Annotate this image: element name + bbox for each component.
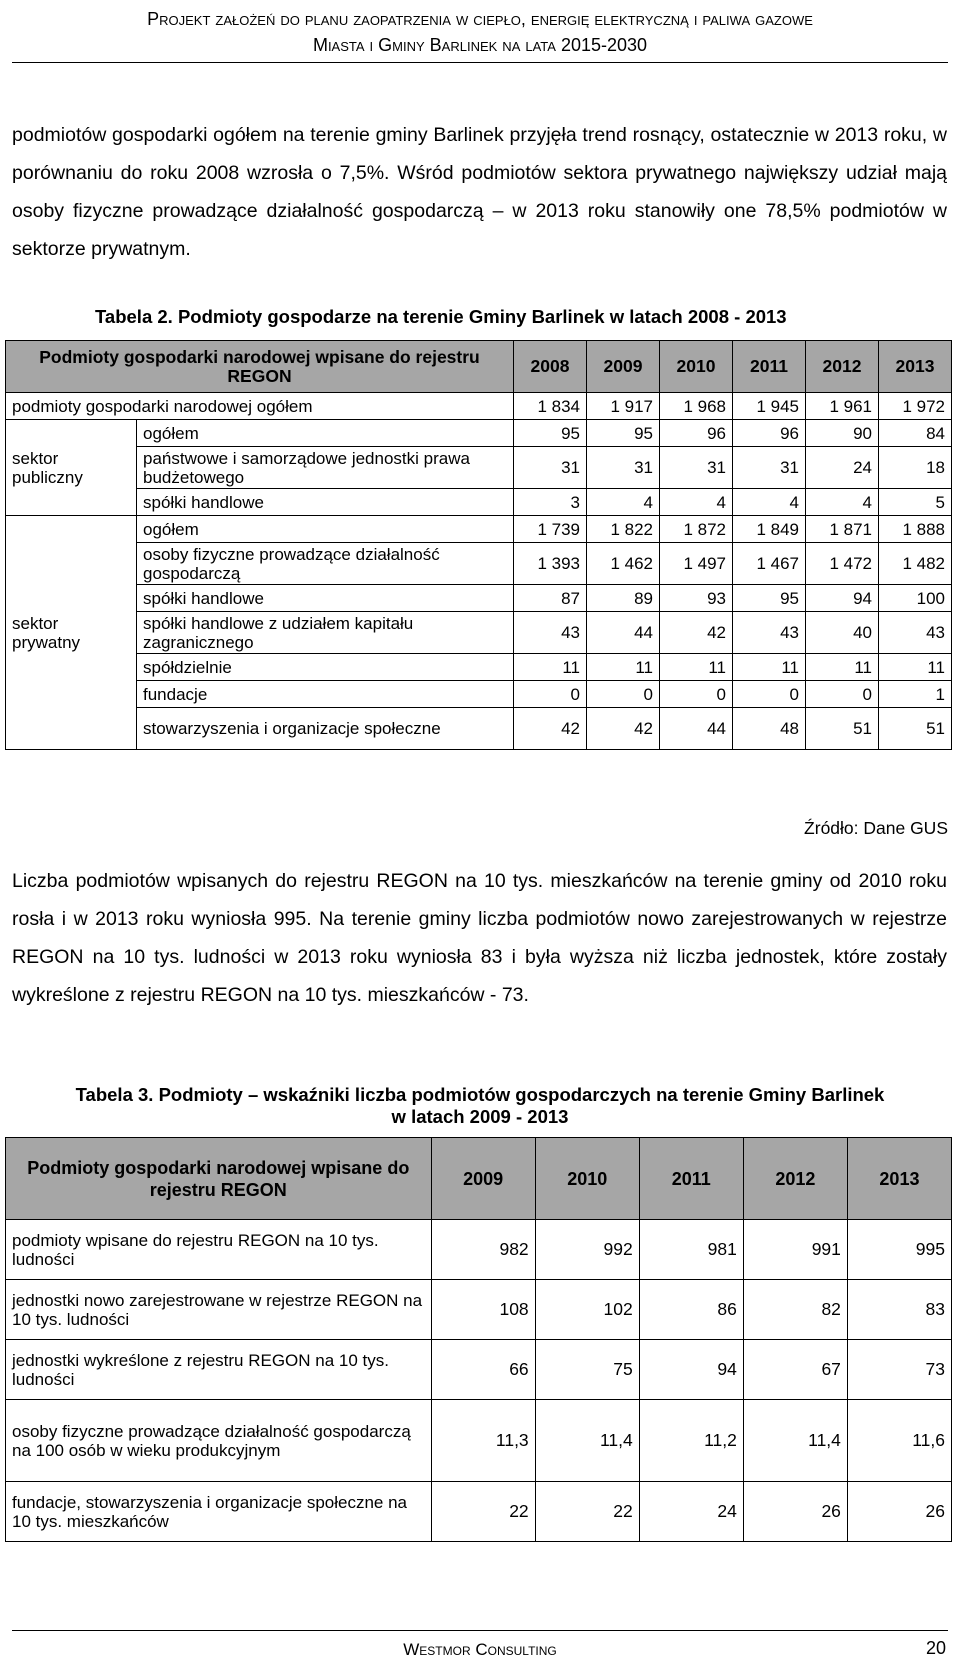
table-cell-value: 982 xyxy=(431,1220,535,1280)
page-number: 20 xyxy=(925,1638,946,1658)
table-cell-label: stowarzyszenia i organizacje społeczne xyxy=(137,708,514,750)
table-cell-value: 1 xyxy=(879,681,952,708)
table-cell-value: 102 xyxy=(535,1280,639,1340)
table-cell-value: 4 xyxy=(733,489,806,516)
table-cell-label: spółki handlowe xyxy=(137,585,514,612)
table-cell-value: 22 xyxy=(535,1482,639,1542)
table-cell-value: 96 xyxy=(733,420,806,447)
table3-year: 2011 xyxy=(639,1138,743,1220)
table-cell-value: 82 xyxy=(743,1280,847,1340)
table-cell-value: 42 xyxy=(514,708,587,750)
table-cell-value: 67 xyxy=(743,1340,847,1400)
table-cell-label: spółdzielnie xyxy=(137,654,514,681)
table-cell-label: państwowe i samorządowe jednostki prawa budżetowego xyxy=(137,447,514,489)
sector-public-label: sektor publiczny xyxy=(6,420,137,516)
table-cell-value: 22 xyxy=(431,1482,535,1542)
table-cell-value: 94 xyxy=(806,585,879,612)
table-row xyxy=(6,1400,952,1482)
table-cell-value: 995 xyxy=(847,1220,951,1280)
table-cell-label: podmioty gospodarki narodowej ogółem xyxy=(6,393,514,420)
table2-row-total xyxy=(6,393,952,420)
table2-year: 2009 xyxy=(587,341,660,393)
table-row xyxy=(6,612,952,654)
table-cell-label: ogółem xyxy=(137,516,514,543)
table3-year: 2009 xyxy=(431,1138,535,1220)
table-cell-value: 11 xyxy=(806,654,879,681)
table-cell-value: 1 888 xyxy=(879,516,952,543)
table-cell-label: jednostki wykreślone z rejestru REGON na 10 tys. ludności xyxy=(6,1340,432,1400)
table-cell-label: jednostki nowo zarejestrowane w rejestrze REGON na 10 tys. ludności xyxy=(6,1280,432,1340)
table-cell-label: ogółem xyxy=(137,420,514,447)
table3-caption-line-2: w latach 2009 - 2013 xyxy=(391,1106,569,1127)
table-cell-value: 26 xyxy=(847,1482,951,1542)
table-cell-value: 93 xyxy=(660,585,733,612)
table-cell-value: 51 xyxy=(806,708,879,750)
table-row xyxy=(6,681,952,708)
table-cell-value: 1 467 xyxy=(733,543,806,585)
table-cell-value: 11 xyxy=(514,654,587,681)
table-cell-value: 5 xyxy=(879,489,952,516)
table-cell-value: 1 834 xyxy=(514,393,587,420)
table-cell-value: 11,2 xyxy=(639,1400,743,1482)
table-cell-value: 44 xyxy=(660,708,733,750)
table-cell-label: osoby fizyczne prowadzące działalność gospodarczą xyxy=(137,543,514,585)
table2-source: Źródło: Dane GUS xyxy=(804,818,948,838)
table-cell-value: 94 xyxy=(639,1340,743,1400)
table-cell-value: 89 xyxy=(587,585,660,612)
table-cell-value: 42 xyxy=(587,708,660,750)
table-cell-label: fundacje, stowarzyszenia i organizacje społeczne na 10 tys. mieszkańców xyxy=(6,1482,432,1542)
table-cell-value: 24 xyxy=(806,447,879,489)
header-divider xyxy=(12,62,948,63)
table-cell-value: 11 xyxy=(587,654,660,681)
table-cell-value: 1 849 xyxy=(733,516,806,543)
table-cell-value: 24 xyxy=(639,1482,743,1542)
table-cell-value: 95 xyxy=(587,420,660,447)
header-line-2: Miasta i Gminy Barlinek na lata 2015-2030 xyxy=(312,35,648,55)
table-cell-value: 4 xyxy=(587,489,660,516)
table-cell-label: fundacje xyxy=(137,681,514,708)
table-cell-value: 95 xyxy=(733,585,806,612)
table-cell-value: 1 968 xyxy=(660,393,733,420)
table3-header-label: Podmioty gospodarki narodowej wpisane do rejestru REGON xyxy=(6,1138,432,1220)
table-cell-value: 4 xyxy=(660,489,733,516)
table-cell-value: 1 871 xyxy=(806,516,879,543)
table-cell-label: spółki handlowe z udziałem kapitału zagranicznego xyxy=(137,612,514,654)
table-cell-value: 31 xyxy=(514,447,587,489)
table-cell-value: 42 xyxy=(660,612,733,654)
table-cell-value: 31 xyxy=(587,447,660,489)
table-cell-label: podmioty wpisane do rejestru REGON na 10 tys. ludności xyxy=(6,1220,432,1280)
table-cell-value: 44 xyxy=(587,612,660,654)
table-cell-value: 31 xyxy=(733,447,806,489)
table-cell-value: 100 xyxy=(879,585,952,612)
table-row xyxy=(6,654,952,681)
table-cell-value: 3 xyxy=(514,489,587,516)
table-cell-value: 0 xyxy=(806,681,879,708)
footer-company: Westmor Consulting xyxy=(403,1640,557,1659)
table-row xyxy=(6,489,952,516)
regon-paragraph: Liczba podmiotów wpisanych do rejestru REGON na 10 tys. mieszkańców na terenie gminy od 2010 roku rosła i w 2013 roku wyniosła 995. Na terenie gminy liczba podmiotów nowo zarejestrowanych w rejestrze REGON na 10 tys. ludności w 2013 roku wyniosła 83 i była wyższa niż liczba jednostek, które zostały wykreślone z rejestru REGON na 10 tys. mieszkańców - 73. xyxy=(12,870,947,1006)
table-row xyxy=(6,1340,952,1400)
table3-caption xyxy=(30,1084,930,1128)
table-cell-value: 43 xyxy=(879,612,952,654)
table-cell-value: 43 xyxy=(733,612,806,654)
table3-year: 2013 xyxy=(847,1138,951,1220)
table-cell-value: 48 xyxy=(733,708,806,750)
table-row xyxy=(6,543,952,585)
table-cell-value: 51 xyxy=(879,708,952,750)
table-cell-value: 73 xyxy=(847,1340,951,1400)
table-cell-value: 40 xyxy=(806,612,879,654)
table-cell-value: 11,6 xyxy=(847,1400,951,1482)
table-cell-value: 90 xyxy=(806,420,879,447)
table-row xyxy=(6,708,952,750)
table-row xyxy=(6,516,952,543)
intro-paragraph: podmiotów gospodarki ogółem na terenie gminy Barlinek przyjęła trend rosnący, ostatecznie w 2013 roku, w porównaniu do roku 2008 wzrosła o 7,5%. Wśród podmiotów sektora prywatnego największy udział mają osoby fizyczne prowadzące działalność gospodarczą – w 2013 roku stanowiły one 78,5% podmiotów w sektorze prywatnym. xyxy=(12,124,947,260)
table-cell-value: 87 xyxy=(514,585,587,612)
table-cell-value: 11 xyxy=(660,654,733,681)
table-cell-value: 11 xyxy=(733,654,806,681)
table-cell-value: 0 xyxy=(514,681,587,708)
table-cell-value: 1 497 xyxy=(660,543,733,585)
table-cell-label: spółki handlowe xyxy=(137,489,514,516)
table-cell-value: 11 xyxy=(879,654,952,681)
table-row xyxy=(6,1220,952,1280)
table-cell-value: 0 xyxy=(660,681,733,708)
table-cell-value: 0 xyxy=(587,681,660,708)
table2-year: 2013 xyxy=(879,341,952,393)
table-cell-value: 11,4 xyxy=(743,1400,847,1482)
table-cell-value: 43 xyxy=(514,612,587,654)
table-cell-value: 66 xyxy=(431,1340,535,1400)
table3-caption-line-1: Tabela 3. Podmioty – wskaźniki liczba podmiotów gospodarczych na terenie Gminy Barlinek xyxy=(75,1084,885,1105)
table-cell-value: 1 472 xyxy=(806,543,879,585)
table-cell-value: 11,4 xyxy=(535,1400,639,1482)
footer-divider xyxy=(12,1630,948,1631)
table2-year: 2011 xyxy=(733,341,806,393)
table2 xyxy=(5,340,952,750)
table-cell-value: 31 xyxy=(660,447,733,489)
table-cell-value: 86 xyxy=(639,1280,743,1340)
table-cell-value: 991 xyxy=(743,1220,847,1280)
table3-year: 2010 xyxy=(535,1138,639,1220)
table-row xyxy=(6,447,952,489)
table-cell-value: 26 xyxy=(743,1482,847,1542)
table-cell-value: 1 739 xyxy=(514,516,587,543)
table-cell-value: 1 462 xyxy=(587,543,660,585)
table-cell-value: 95 xyxy=(514,420,587,447)
table-cell-value: 75 xyxy=(535,1340,639,1400)
table2-header-label: Podmioty gospodarki narodowej wpisane do rejestru REGON xyxy=(6,341,514,393)
table-cell-value: 108 xyxy=(431,1280,535,1340)
table-cell-value: 4 xyxy=(806,489,879,516)
table-cell-value: 1 945 xyxy=(733,393,806,420)
table-row xyxy=(6,1482,952,1542)
table3 xyxy=(5,1137,952,1542)
table-row xyxy=(6,1280,952,1340)
table-cell-value: 1 917 xyxy=(587,393,660,420)
table2-header-row xyxy=(6,341,952,393)
table2-year: 2012 xyxy=(806,341,879,393)
table3-year: 2012 xyxy=(743,1138,847,1220)
table-cell-value: 1 822 xyxy=(587,516,660,543)
table-cell-value: 11,3 xyxy=(431,1400,535,1482)
table-cell-value: 1 482 xyxy=(879,543,952,585)
table-cell-value: 84 xyxy=(879,420,952,447)
table-cell-label: osoby fizyczne prowadzące działalność gospodarczą na 100 osób w wieku produkcyjnym xyxy=(6,1400,432,1482)
table2-year: 2008 xyxy=(514,341,587,393)
page-header xyxy=(0,6,960,58)
sector-private-label: sektor prywatny xyxy=(6,516,137,750)
table-cell-value: 1 961 xyxy=(806,393,879,420)
table-cell-value: 18 xyxy=(879,447,952,489)
table2-caption: Tabela 2. Podmioty gospodarze na terenie Gminy Barlinek w latach 2008 - 2013 xyxy=(95,306,787,327)
header-line-1: Projekt założeń do planu zaopatrzenia w ciepło, energię elektryczną i paliwa gazowe xyxy=(147,9,813,29)
table-row xyxy=(6,585,952,612)
table-cell-value: 981 xyxy=(639,1220,743,1280)
table-cell-value: 992 xyxy=(535,1220,639,1280)
table-cell-value: 0 xyxy=(733,681,806,708)
table-cell-value: 96 xyxy=(660,420,733,447)
table-row xyxy=(6,420,952,447)
table3-header-row xyxy=(6,1138,952,1220)
table-cell-value: 1 972 xyxy=(879,393,952,420)
table-cell-value: 83 xyxy=(847,1280,951,1340)
table2-year: 2010 xyxy=(660,341,733,393)
table-cell-value: 1 393 xyxy=(514,543,587,585)
table-cell-value: 1 872 xyxy=(660,516,733,543)
